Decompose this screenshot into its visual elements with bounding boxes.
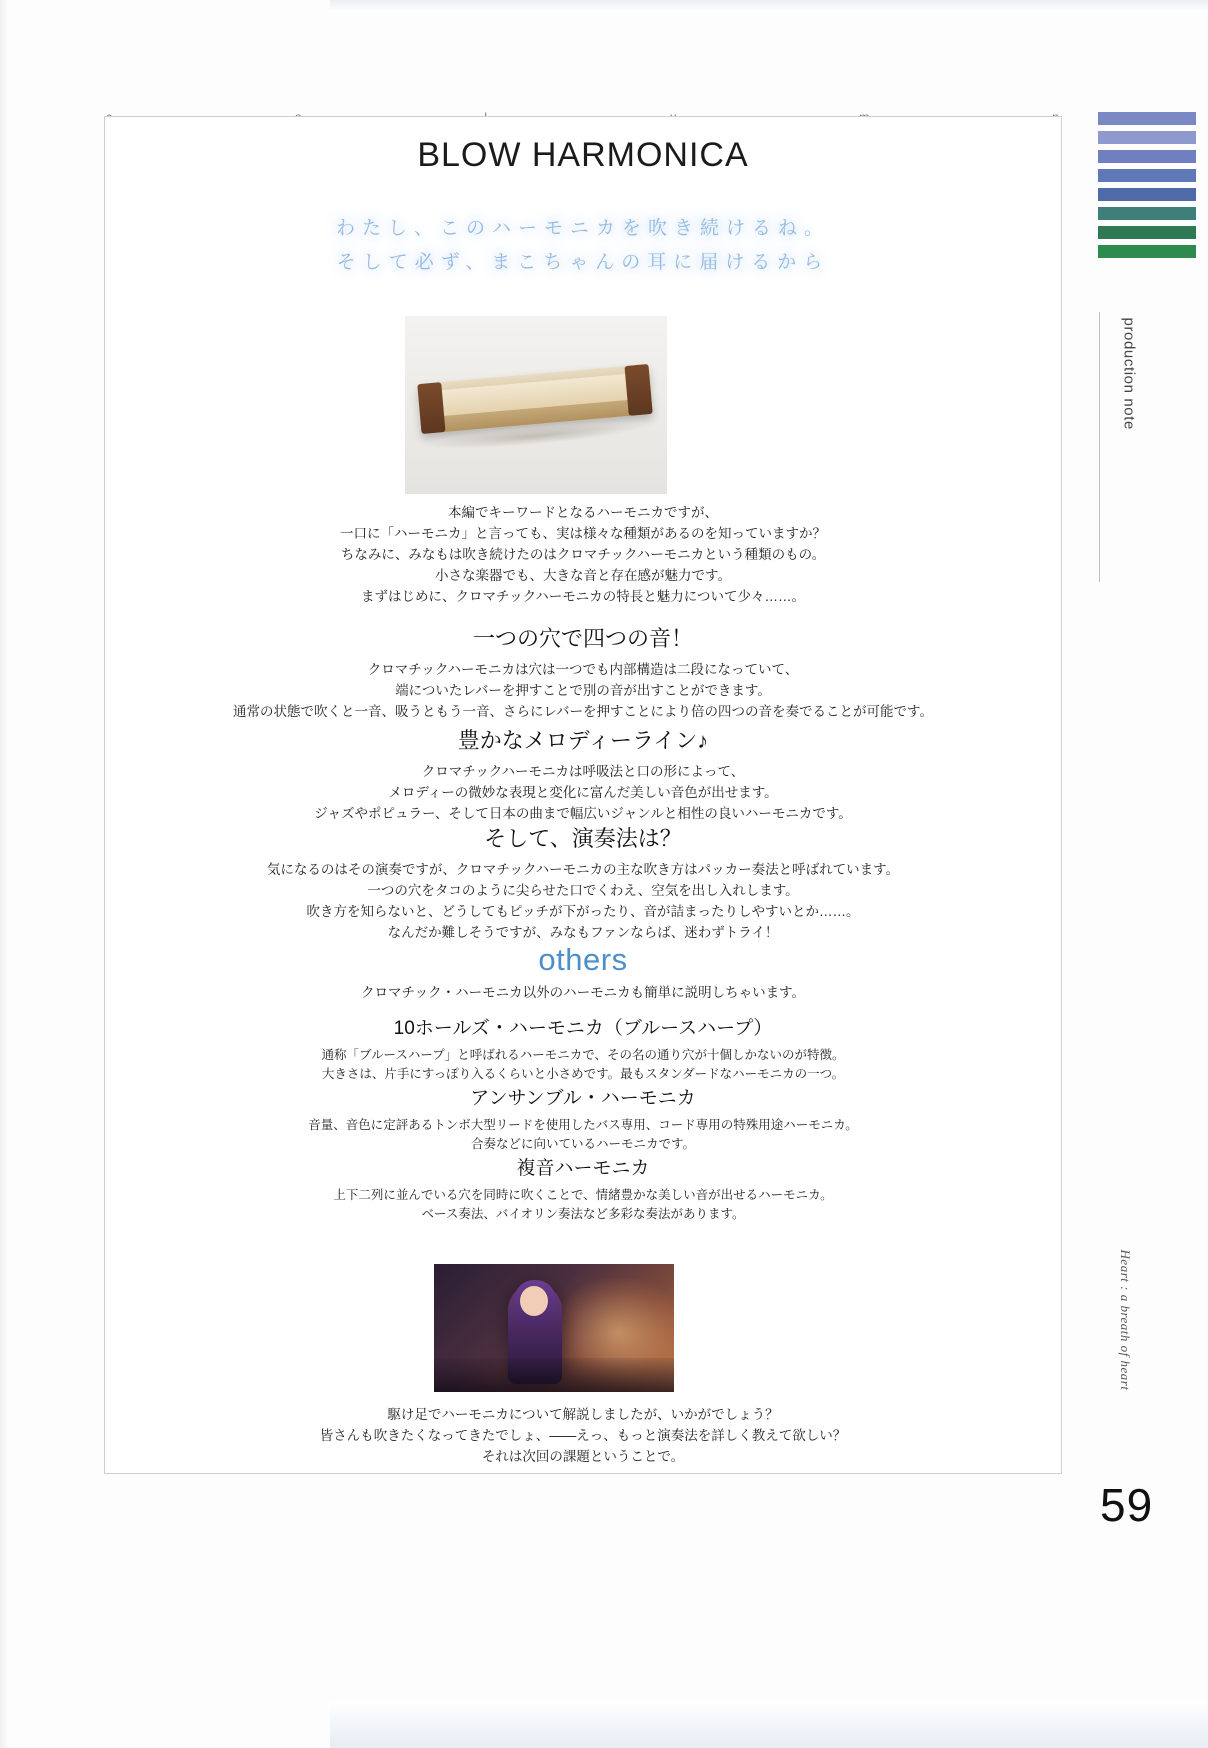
section-line: 気になるのはその演奏ですが、クロマチックハーモニカの主な吹き方はパッカー奏法と呼ばれています。 <box>266 862 900 877</box>
section-heading: 豊かなメロディーライン♪ <box>457 728 709 753</box>
rail-bar <box>1098 245 1196 258</box>
others-item-heading: 複音ハーモニカ <box>516 1158 650 1179</box>
intro-line: 小さな楽器でも、大きな音と存在感が魅力です。 <box>435 568 731 583</box>
pull-quote-line: そして必ず、まこちゃんの耳に届けるから <box>336 252 830 273</box>
others-item-line: 音量、音色に定評あるトンボ大型リードを使用したバス専用、コード専用の特殊用途ハーモニカ。 <box>308 1118 858 1132</box>
rail-color-bars <box>1098 112 1196 264</box>
page-number: 59 <box>1100 1479 1154 1531</box>
others-section <box>104 938 1062 1003</box>
others-item-line: 通称「ブルースハープ」と呼ばれるハーモニカで、その名の通り穴が十個しかないのが特徴。 <box>321 1048 845 1062</box>
rail-bar <box>1098 131 1196 144</box>
closing-line: 皆さんも吹きたくなってきたでしょ、――えっ、もっと演奏法を詳しく教えて欲しい？ <box>319 1428 847 1443</box>
intro-line: まずはじめに、クロマチックハーモニカの特長と魅力について少々……。 <box>360 589 805 604</box>
others-item-tremolo <box>104 1154 1062 1224</box>
intro-line: ちなみに、みなもは吹き続けたのはクロマチックハーモニカという種類のもの。 <box>340 547 826 562</box>
others-item-line: 上下二列に並んでいる穴を同時に吹くことで、情緒豊かな美しい音が出せるハーモニカ。 <box>333 1188 833 1202</box>
section-heading: そして、演奏法は？ <box>484 826 682 851</box>
section-line: 一つの穴をタコのように尖らせた口でくわえ、空気を出し入れします。 <box>367 883 799 898</box>
pull-quote <box>104 212 1062 280</box>
others-item-line: 合奏などに向いているハーモニカです。 <box>470 1137 695 1151</box>
rail-bar <box>1098 188 1196 201</box>
rail-section-label: production note <box>1120 317 1138 430</box>
rail-bar <box>1098 112 1196 125</box>
pull-quote-line: わたし、このハーモニカを吹き続けるね。 <box>335 218 830 239</box>
right-rail <box>1098 112 1196 1532</box>
section-line: なんだか難しそうですが、みなもファンならば、迷わずトライ！ <box>387 925 779 940</box>
stage-floor <box>434 1358 674 1392</box>
intro-line: 本編でキーワードとなるハーモニカですが、 <box>448 505 718 520</box>
harmonica-photo <box>405 316 667 494</box>
section-heading: 一つの穴で四つの音！ <box>472 626 693 651</box>
section-line: メロディーの微妙な表現と変化に富んだ美しい音色が出せます。 <box>388 785 778 800</box>
section-line: 吹き方を知らないと、どうしてもピッチが下がったり、音が詰まったりしやすいとか……。 <box>306 904 860 919</box>
closing-paragraph <box>104 1404 1062 1467</box>
page-edge-top <box>330 0 1208 12</box>
page-edge-left <box>0 0 10 1748</box>
rail-bar <box>1098 150 1196 163</box>
others-item-ensemble <box>104 1084 1062 1154</box>
others-item-10holes <box>104 1014 1062 1084</box>
section-line: 通常の状態で吹くと一音、吸うともう一音、さらにレバーを押すことにより倍の四つの音を奏でることが可能です。 <box>233 704 933 719</box>
section-line: ジャズやポピュラー、そして日本の曲まで幅広いジャンルと相性の良いハーモニカです。 <box>314 806 852 821</box>
article-content <box>104 116 1062 1474</box>
rail-script-label: Heart : a breath of heart <box>1118 1249 1133 1391</box>
section-melody-line <box>104 724 1062 824</box>
rail-bar <box>1098 169 1196 182</box>
closing-line: それは次回の課題ということで。 <box>481 1449 685 1464</box>
intro-paragraph <box>104 502 1062 607</box>
intro-line: 一口に「ハーモニカ」と言っても、実は様々な種類があるのを知っていますか？ <box>340 526 826 541</box>
rail-bar <box>1098 207 1196 220</box>
others-item-heading: アンサンブル・ハーモニカ <box>470 1088 696 1109</box>
others-lead: クロマチック・ハーモニカ以外のハーモニカも簡単に説明しちゃいます。 <box>360 985 805 1000</box>
others-item-heading: 10ホールズ・ハーモニカ（ブルースハープ） <box>393 1018 773 1039</box>
harmonica-end-cap-right <box>624 364 652 416</box>
rail-divider-line <box>1099 312 1100 582</box>
others-item-line: 大きさは、片手にすっぽり入るくらいと小さめです。最もスタンダードなハーモニカの一つ。 <box>321 1067 845 1081</box>
section-line: 端についたレバーを押すことで別の音が出すことができます。 <box>395 683 771 698</box>
rail-bar <box>1098 226 1196 239</box>
harmonica-end-cap-left <box>417 382 445 434</box>
page-edge-bottom <box>330 1700 1208 1748</box>
character-head <box>520 1286 548 1316</box>
closing-line: 駆け足でハーモニカについて解説しましたが、いかがでしょう？ <box>387 1407 779 1422</box>
section-line: クロマチックハーモニカは呼吸法と口の形によって、 <box>421 764 745 779</box>
others-item-line: ベース奏法、バイオリン奏法など多彩な奏法があります。 <box>421 1207 745 1221</box>
section-line: クロマチックハーモニカは穴は一つでも内部構造は二段になっていて、 <box>367 662 799 677</box>
illustration-photo <box>434 1264 674 1392</box>
section-one-sound <box>104 622 1062 722</box>
section-playing-technique <box>104 822 1062 943</box>
harmonica-coverplate <box>428 373 641 417</box>
others-heading: others <box>538 942 628 977</box>
page-title: BLOW HARMONICA <box>417 136 749 174</box>
